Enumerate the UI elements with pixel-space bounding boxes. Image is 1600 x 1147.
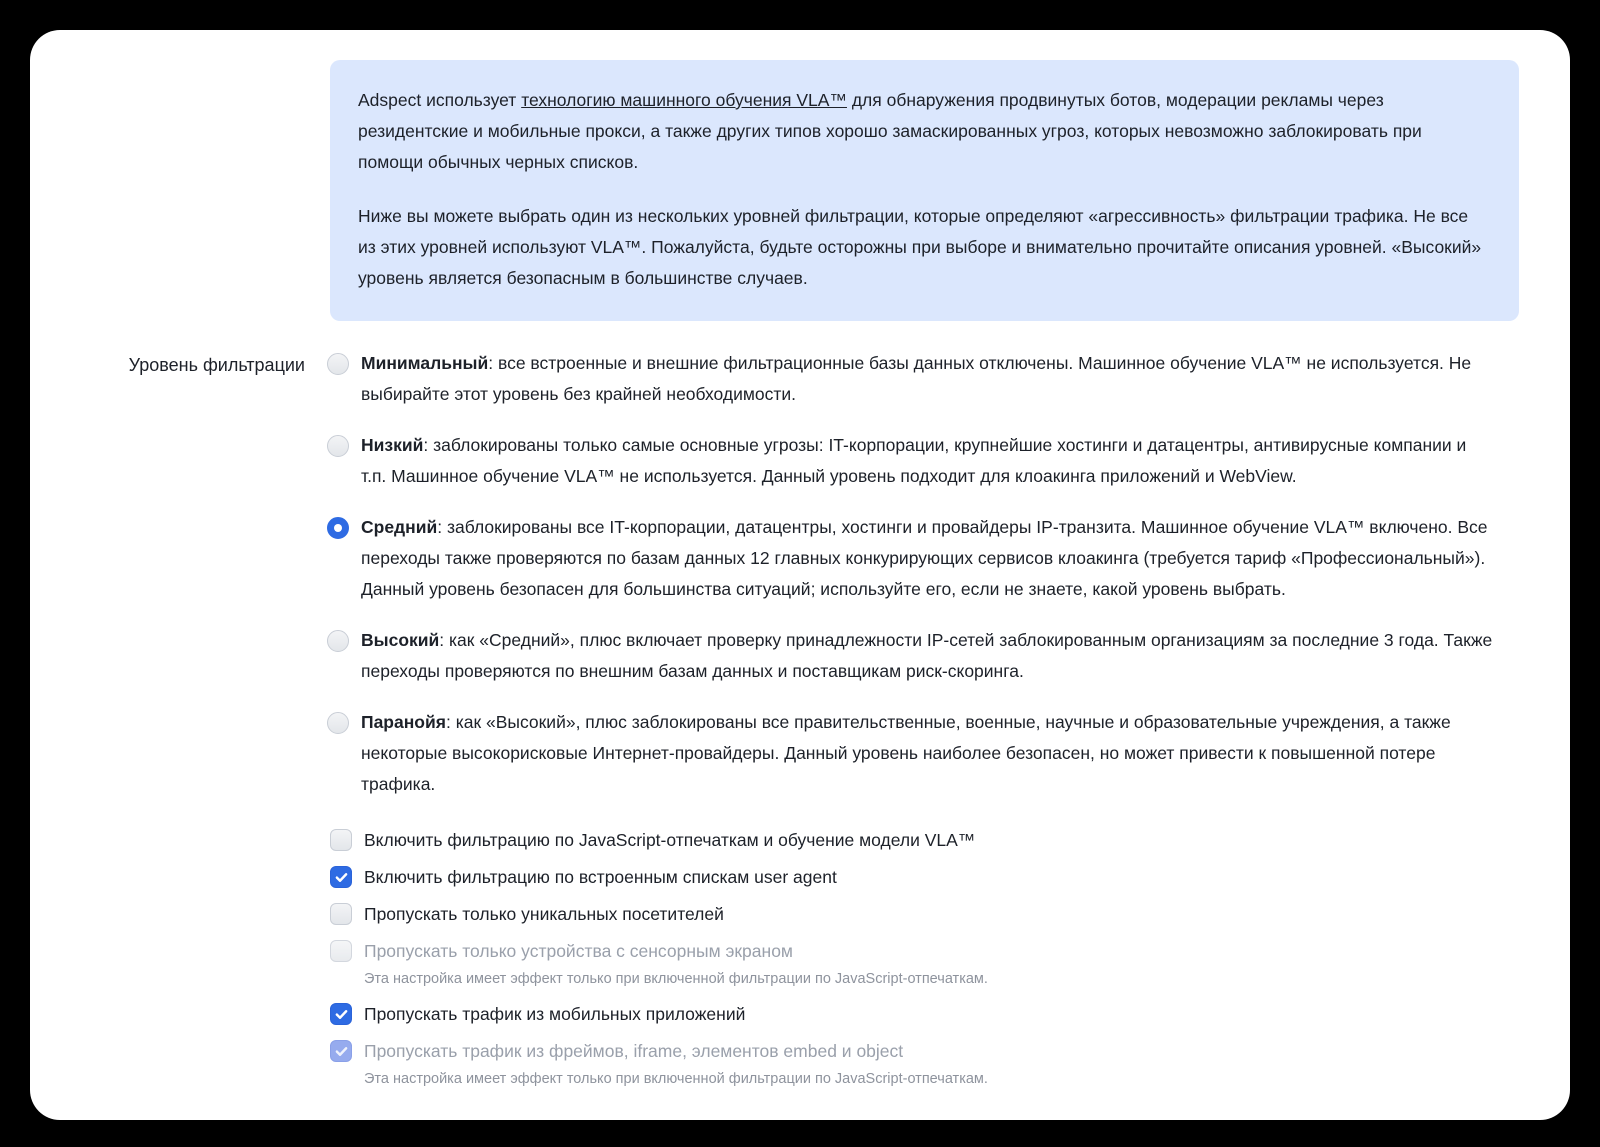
- checkbox-mobile-apps[interactable]: [330, 1003, 352, 1025]
- checkbox-row-unique-visitors: [330, 902, 1496, 926]
- checkbox-label[interactable]: Пропускать только устройства с сенсорным экраном: [364, 941, 793, 961]
- info-text: Adspect использует: [358, 90, 522, 110]
- checkbox-builtin-user-agent[interactable]: [330, 866, 352, 888]
- filter-level-option-minimal: [327, 348, 1496, 410]
- checkbox-row-touchscreen-only: [330, 939, 1496, 963]
- option-description: : как «Высокий», плюс заблокированы все правительственные, военные, научные и образовательные учреждения, а также некоторые высокорисковые Интернет-провайдеры. Данный уровень наиболее безопасен, но может привести к повышенной потере трафика.: [361, 712, 1451, 794]
- option-name: Паранойя: [361, 712, 446, 732]
- info-text: для обнаружения продвинутых ботов, модерации рекламы через резидентские и мобильные прокси, а также других типов хорошо замаскированных угроз, которых невозможно заблокировать при помощи обычных черных списков.: [358, 90, 1422, 172]
- checkbox-label[interactable]: Включить фильтрацию по встроенным спискам user agent: [364, 867, 837, 887]
- checkbox-row-frames-traffic: [330, 1039, 1496, 1063]
- radio-button-low[interactable]: [327, 435, 349, 457]
- info-box: [330, 60, 1519, 321]
- checkbox-unique-visitors[interactable]: [330, 903, 352, 925]
- option-label[interactable]: [361, 625, 1496, 687]
- vla-technology-link[interactable]: технологию машинного обучения VLA™: [521, 90, 847, 110]
- filter-level-row: [30, 348, 1570, 800]
- checkbox-section: [330, 828, 1496, 1089]
- radio-button-high[interactable]: [327, 630, 349, 652]
- filter-level-label: Уровень фильтрации: [128, 355, 305, 375]
- option-description: : заблокированы только самые основные угрозы: IT-корпорации, крупнейшие хостинги и датацентры, антивирусные компании и т.п. Машинное обучение VLA™ не используется. Данный уровень подходит для клоакинга приложений и WebView.: [361, 435, 1467, 486]
- info-paragraph-1: [358, 85, 1489, 178]
- checkbox-row-mobile-apps: [330, 1002, 1496, 1026]
- filter-level-option-high: [327, 625, 1496, 687]
- option-name: Низкий: [361, 435, 424, 455]
- checkbox-label[interactable]: Пропускать только уникальных посетителей: [364, 904, 724, 924]
- filter-level-options: [327, 348, 1570, 800]
- option-label[interactable]: [361, 707, 1496, 800]
- checkbox-row-js-fingerprinting: [330, 828, 1496, 852]
- checkbox-label[interactable]: Пропускать трафик из мобильных приложений: [364, 1004, 746, 1024]
- radio-button-paranoia[interactable]: [327, 712, 349, 734]
- option-name: Средний: [361, 517, 438, 537]
- check-icon: [335, 1046, 348, 1057]
- option-description: : заблокированы все IT-корпорации, датацентры, хостинги и провайдеры IP-транзита. Машинное обучение VLA™ включено. Все переходы также проверяются по базам данных 12 главных конкурирующих сервисов клоакинга (требуется тариф «Профессиональный»). Данный уровень безопасен для большинства ситуаций; используйте его, если не знаете, какой уровень выбрать.: [361, 517, 1488, 599]
- checkbox-frames-traffic[interactable]: [330, 1040, 352, 1062]
- settings-card: [30, 30, 1570, 1120]
- option-label[interactable]: [361, 512, 1496, 605]
- checkbox-label[interactable]: Включить фильтрацию по JavaScript-отпечаткам и обучение модели VLA™: [364, 830, 976, 850]
- option-description: : как «Средний», плюс включает проверку принадлежности IP-сетей заблокированным организациям за последние 3 года. Также переходы проверяются по внешним базам данных и поставщикам риск-скоринга.: [361, 630, 1493, 681]
- checkbox-js-fingerprinting[interactable]: [330, 829, 352, 851]
- checkbox-label[interactable]: Пропускать трафик из фреймов, iframe, элементов embed и object: [364, 1041, 904, 1061]
- radio-button-minimal[interactable]: [327, 353, 349, 375]
- checkbox-note: Эта настройка имеет эффект только при включенной фильтрации по JavaScript-отпечаткам.: [364, 971, 988, 987]
- info-paragraph-2: Ниже вы можете выбрать один из нескольких уровней фильтрации, которые определяют «агрессивность» фильтрации трафика. Не все из этих уровней используют VLA™. Пожалуйста, будьте осторожны при выборе и внимательно прочитайте описания уровней. «Высокий» уровень является безопасным в большинстве случаев.: [358, 206, 1482, 288]
- filter-level-option-low: [327, 430, 1496, 492]
- check-icon: [335, 1009, 348, 1020]
- radio-button-medium[interactable]: [327, 517, 349, 539]
- checkbox-touchscreen-only[interactable]: [330, 940, 352, 962]
- checkbox-row-builtin-user-agent: [330, 865, 1496, 889]
- filter-level-option-paranoia: [327, 707, 1496, 800]
- check-icon: [335, 872, 348, 883]
- option-name: Минимальный: [361, 353, 489, 373]
- option-name: Высокий: [361, 630, 440, 650]
- filter-level-option-medium: [327, 512, 1496, 605]
- option-label[interactable]: [361, 348, 1496, 410]
- option-label[interactable]: [361, 430, 1496, 492]
- checkbox-note: Эта настройка имеет эффект только при включенной фильтрации по JavaScript-отпечаткам.: [364, 1071, 988, 1087]
- option-description: : все встроенные и внешние фильтрационные базы данных отключены. Машинное обучение VLA™ не используется. Не выбирайте этот уровень без крайней необходимости.: [361, 353, 1472, 404]
